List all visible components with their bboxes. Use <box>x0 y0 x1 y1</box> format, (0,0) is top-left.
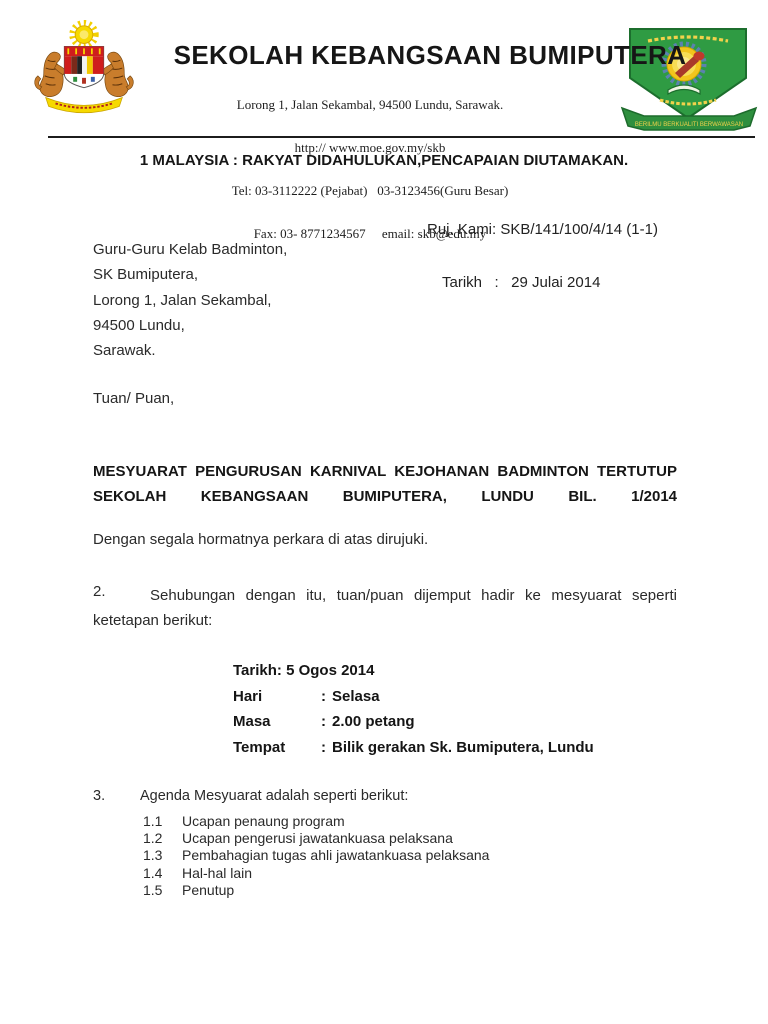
agenda-item-text: Ucapan pengerusi jawatankuasa pelaksana <box>182 830 453 847</box>
arms-shield <box>64 46 103 87</box>
agenda-item-number: 1.3 <box>143 847 163 864</box>
agenda-item-text: Penutup <box>182 881 235 898</box>
subject-line: MESYUARAT PENGURUSAN KARNIVAL KEJOHANAN BADMINTON TERTUTUP SEKOLAH KEBANGSAAN BUMIPUTERA, LUNDU BIL. 1/2014 <box>93 463 677 506</box>
meeting-value: Selasa <box>332 687 380 705</box>
agenda-item-number: 1.5 <box>143 881 163 898</box>
arms-banner <box>46 97 123 112</box>
agenda-number: 3. <box>93 788 106 804</box>
meeting-value: Bilik gerakan Sk. Bumiputera, Lundu <box>332 738 594 756</box>
recipient-line: Lorong 1, Jalan Sekambal, <box>93 291 272 309</box>
recipient-line: 94500 Lundu, <box>93 316 185 334</box>
agenda-heading-text: Agenda Mesyuarat adalah seperti berikut: <box>140 788 409 804</box>
agenda-item <box>143 865 489 882</box>
paragraph-2: Sehubungan dengan itu, tuan/puan dijemput hadir ke mesyuarat seperti ketetapan berikut: <box>93 587 677 630</box>
recipient-line: SK Bumiputera, <box>93 266 199 284</box>
recipient-line: Guru-Guru Kelab Badminton, <box>93 241 288 258</box>
agenda-item-text: Pembahagian tugas ahli jawatankuasa pelaksana <box>182 847 490 864</box>
school-contact-block <box>150 69 590 271</box>
agenda-item-number: 1.1 <box>143 813 163 829</box>
meeting-row <box>233 684 594 710</box>
badge-motto: BERILMU BERKUALITI BERWAWASAN <box>634 122 744 128</box>
meeting-label: Hari <box>233 687 263 705</box>
meeting-row <box>233 709 594 735</box>
meeting-details <box>233 658 594 760</box>
agenda-item-text: Hal-hal lain <box>182 864 253 881</box>
agenda-item <box>143 813 489 830</box>
meeting-label: Masa <box>233 713 271 730</box>
agenda-item-number: 1.4 <box>143 864 163 881</box>
agenda-heading <box>93 788 408 804</box>
school-website: http:// www.moe.gov.my/skb <box>294 140 446 156</box>
meeting-colon: : <box>321 713 326 730</box>
school-address: Lorong 1, Jalan Sekambal, 94500 Lundu, Sarawak. <box>236 96 504 112</box>
agenda-item <box>143 847 489 864</box>
agenda-item-number: 1.2 <box>143 830 163 847</box>
recipient-line: Sarawak. <box>93 342 156 360</box>
ref-number: Ruj. Kami: SKB/141/100/4/14 (1-1) <box>427 221 658 238</box>
slogan-line: 1 MALAYSIA : RAKYAT DIDAHULUKAN,PENCAPAIAN DIUTAMAKAN. <box>139 152 629 169</box>
salutation: Tuan/ Puan, <box>93 390 175 407</box>
agenda-list <box>143 813 489 899</box>
meeting-date-line: Tarikh: 5 Ogos 2014 <box>233 662 375 679</box>
meeting-value: 2.00 petang <box>332 713 415 730</box>
agenda-item <box>143 830 489 847</box>
paragraph-2-number: 2. <box>93 583 106 600</box>
meeting-colon: : <box>321 687 326 705</box>
school-name: SEKOLAH KEBANGSAAN BUMIPUTERA <box>173 40 687 70</box>
meeting-label: Tempat <box>233 738 286 756</box>
malaysia-coat-of-arms-icon <box>30 20 138 120</box>
agenda-item <box>143 882 489 899</box>
agenda-item-text: Ucapan penaung program <box>182 813 345 829</box>
meeting-row <box>233 735 594 761</box>
meeting-colon: : <box>321 738 326 756</box>
school-fax-email-line: Fax: 03- 8771234567 email: skb@edu.my <box>253 226 487 242</box>
intro-paragraph: Dengan segala hormatnya perkara di atas dirujuki. <box>93 531 429 548</box>
letter-date: Tarikh : 29 Julai 2014 <box>442 273 601 291</box>
school-phone-line: Tel: 03-3112222 (Pejabat) 03-3123456(Guru Besar) <box>231 183 509 199</box>
